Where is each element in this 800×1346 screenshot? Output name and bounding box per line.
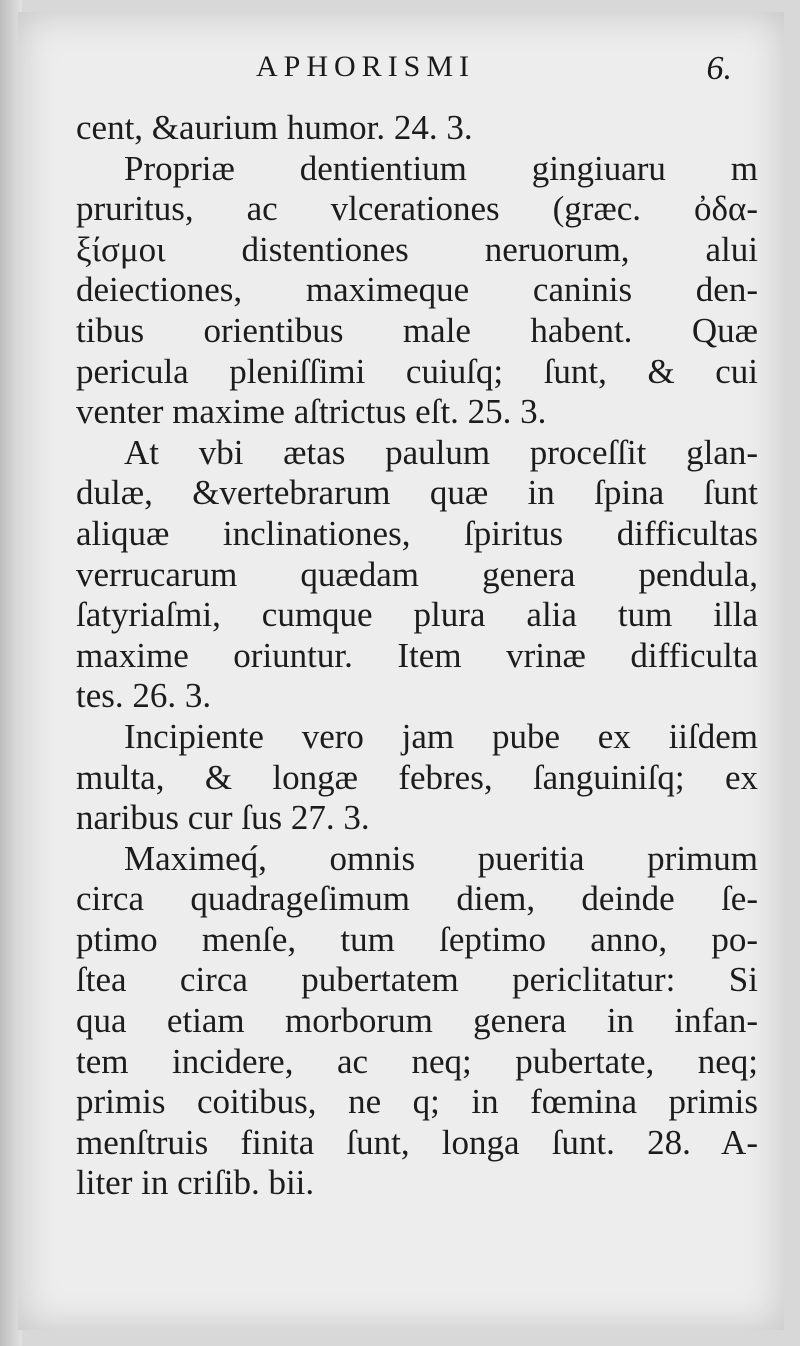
text-line: circa quadrageſimum diem, deinde ſe- xyxy=(76,879,758,919)
text-line: menſtruis finita ſunt, longa ſunt. 28. A- xyxy=(76,1122,758,1162)
text-line: naribus cur ſus 27. 3. xyxy=(76,798,370,838)
text-line: maxime oriuntur. Item vrinæ difficulta xyxy=(76,635,758,675)
text-line: ξίσμοι distentiones neruorum, alui xyxy=(76,229,758,269)
text-line: qua etiam morborum genera in infan- xyxy=(76,1001,758,1041)
text-line: multa, & longæ febres, ſanguiniſq; ex xyxy=(76,757,758,797)
text-line: Propriæ dentientium gingiuaru m xyxy=(124,148,758,188)
text-line: venter maxime aſtrictus eſt. 25. 3. xyxy=(76,392,547,432)
text-line: cent, &aurium humor. 24. 3. xyxy=(76,108,473,147)
text-line: ptimo menſe, tum ſeptimo anno, po- xyxy=(76,919,758,959)
text-line: ſtea circa pubertatem periclitatur: Si xyxy=(76,960,758,1000)
page-header xyxy=(18,50,784,100)
page-number: 6. xyxy=(706,50,732,87)
text-line: Incipiente vero jam pube ex iiſdem xyxy=(124,716,758,756)
text-line: Maximeq́, omnis pueritia primum xyxy=(124,838,758,878)
text-line: dulæ, &vertebrarum quæ in ſpina ſunt xyxy=(76,473,758,513)
text-line: primis coitibus, ne q; in fœmina primis xyxy=(76,1082,758,1122)
text-line: ſatyriaſmi, cumque plura alia tum illa xyxy=(76,595,758,635)
text-line: tes. 26. 3. xyxy=(76,676,212,716)
text-line: pruritus, ac vlcerationes (græc. ὀδα- xyxy=(76,189,758,229)
text-line: tem incidere, ac neq; pubertate, neq; xyxy=(76,1041,758,1081)
text-line: verrucarum quædam genera pendula, xyxy=(76,554,758,594)
text-line: pericula pleniſſimi cuiuſq; ſunt, & cui xyxy=(76,351,758,391)
text-line: liter in criſib. bii. xyxy=(76,1163,315,1203)
text-line: deiectiones, maximeque caninis den- xyxy=(76,270,758,310)
text-line: At vbi ætas paulum proceſſit glan- xyxy=(124,432,758,472)
running-head: APHORISMI xyxy=(256,50,476,83)
text-line: aliquæ inclinationes, ſpiritus difficultas xyxy=(76,513,758,553)
book-page xyxy=(18,12,784,1330)
text-line: tibus orientibus male habent. Quæ xyxy=(76,310,758,350)
body-text xyxy=(76,108,758,1204)
